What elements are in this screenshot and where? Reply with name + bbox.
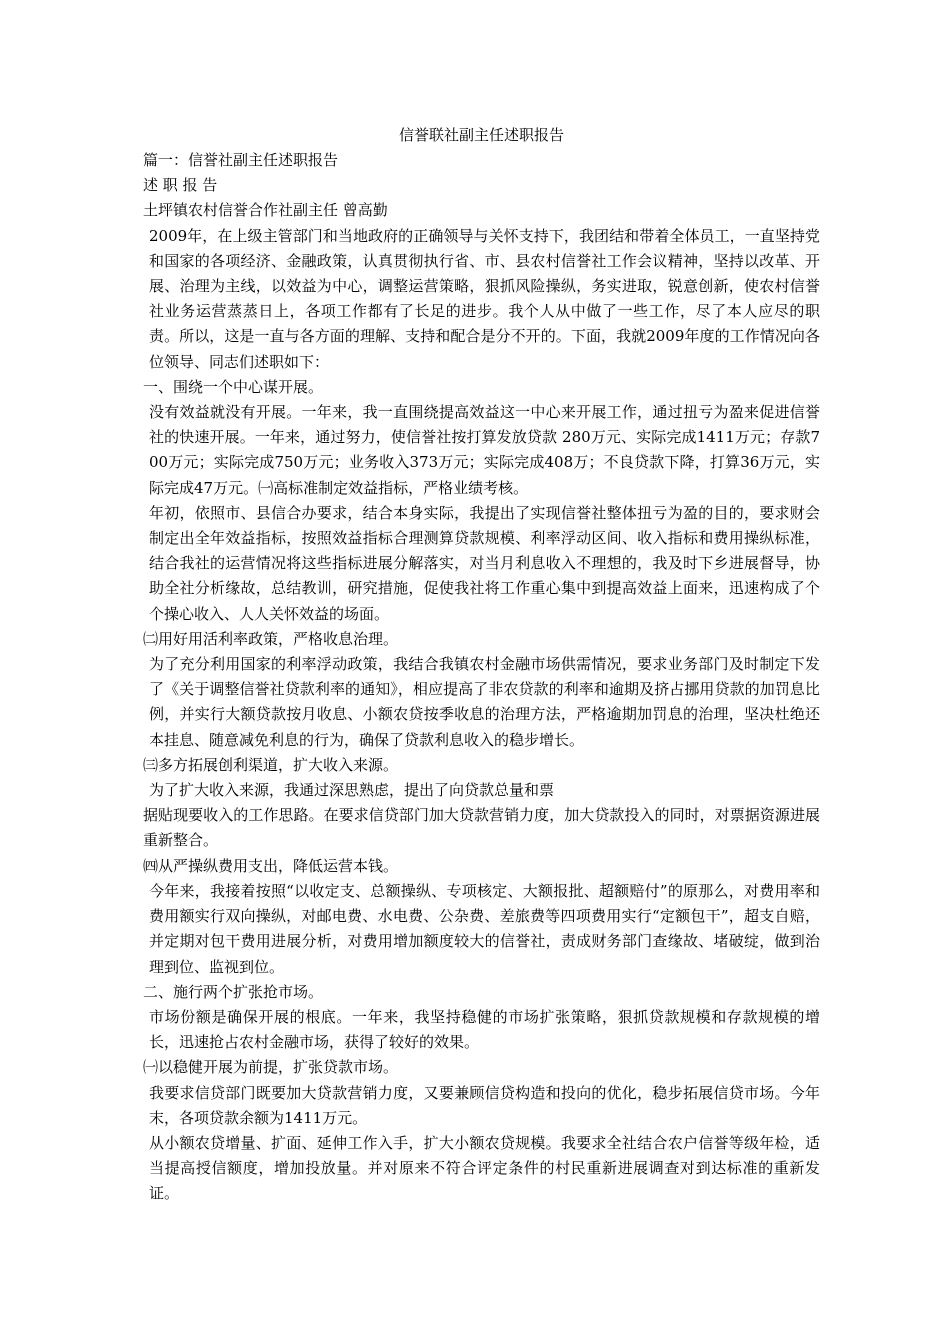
section-heading: 二、施行两个扩张抢市场。 bbox=[143, 982, 324, 1001]
paragraph: 为了扩大收入来源，我通过深思熟虑，提出了向贷款总量和票 bbox=[149, 781, 555, 800]
subsection-heading: ㈡用好用活利率政策，严格收息治理。 bbox=[143, 629, 399, 648]
subsection-heading: ㈠以稳健开展为前提，扩张贷款市场。 bbox=[143, 1058, 399, 1077]
subsection-heading: ㈢多方拓展创利渠道，扩大收入来源。 bbox=[143, 755, 399, 774]
paragraph: 据贴现要收入的工作思路。在要求信贷部门加大贷款营销力度，加大贷款投入的同时，对票据资源进展重新整合。 bbox=[143, 806, 820, 850]
paragraph: 从小额农贷增量、扩面、延伸工作入手，扩大小额农贷规模。我要求全社结合农户信誉等级年检，适当提高授信额度，增加投放量。并对原来不符合评定条件的村民重新进展调查对到达标准的重新发证。 bbox=[149, 1133, 820, 1203]
paragraph: 年初，依照市、县信合办要求，结合本身实际，我提出了实现信誉社整体扭亏为盈的目的，要求财会制定出全年效益指标，按照效益指标合理测算贷款规模、利率浮动区间、收入指标和费用操纵标准，结合我社的运营情况将这些指标进展分解落实，对当月利息收入不理想的，我及时下乡进展督导，协助全社分析缘故，总结教训，研究措施，促使我社将工作重心集中到提高效益上面来，迅速构成了个个操心收入、人人关怀效益的场面。 bbox=[149, 503, 820, 623]
document-page bbox=[143, 122, 820, 1207]
paragraph: 我要求信贷部门既要加大贷款营销力度，又要兼顾信贷构造和投向的优化，稳步拓展信贷市场。今年末，各项贷款余额为1411万元。 bbox=[149, 1083, 820, 1127]
section-heading: 篇一：信誉社副主任述职报告 bbox=[143, 151, 339, 169]
paragraph: 市场份额是确保开展的根底。一年来，我坚持稳健的市场扩张策略，狠抓贷款规模和存款规模的增长，迅速抢占农村金融市场，获得了较好的效果。 bbox=[149, 1007, 820, 1052]
paragraph: 没有效益就没有开展。一年来，我一直围绕提高效益这一中心来开展工作，通过扭亏为盈来促进信誉社的快速开展。一年来，通过努力，使信誉社按打算发放贷款 280万元、实际完成1411万元；存款700万元；实际完成750万元；业务收入373万元；实际完成408万；不良贷款下降，打算36万元，实际完成47万元。㈠高标准制定效益指标，严格业绩考核。 bbox=[149, 403, 820, 497]
paragraph: 为了充分利用国家的利率浮动政策，我结合我镇农村金融市场供需情况，要求业务部门及时制定下发了《关于调整信誉社贷款利率的通知》，相应提高了非农贷款的利率和逾期及挤占挪用贷款的加罚息比例，并实行大额贷款按月收息、小额农贷按季收息的治理方法，严格逾期加罚息的治理，坚决杜绝还本挂息、随意减免利息的行为，确保了贷款利息收入的稳步增长。 bbox=[149, 655, 820, 749]
subsection-heading: ㈣从严操纵费用支出，降低运营本钱。 bbox=[143, 856, 399, 875]
section-heading: 一、围绕一个中心谋开展。 bbox=[143, 377, 324, 396]
paragraph: 2009年，在上级主管部门和当地政府的正确领导与关怀支持下，我团结和带着全体员工，一直坚持党和国家的各项经济、金融政策，认真贯彻执行省、市、县农村信誉社工作会议精神，坚持以改革、开展、治理为主线，以效益为中心，调整运营策略，狠抓风险操纵，务实进取，锐意创新，使农村信誉社业务运营蒸蒸日上，各项工作都有了长足的进步。我个人从中做了一些工作，尽了本人应尽的职责。所以，这是一直与各方面的理解、支持和配合是分不开的。下面，我就2009年度的工作情况向各位领导、同志们述职如下： bbox=[149, 226, 820, 371]
paragraph: 今年来，我接着按照“以收定支、总额操纵、专项核定、大额报批、超额赔付”的原那么，对费用率和费用额实行双向操纵，对邮电费、水电费、公杂费、差旅费等四项费用实行“定额包干”，超支自赔，并定期对包干费用进展分析，对费用增加额度较大的信誉社，责成财务部门查缘故、堵破绽，做到治理到位、监视到位。 bbox=[149, 881, 820, 976]
report-label: 述 职 报 告 bbox=[143, 176, 218, 195]
author-line: 土坪镇农村信誉合作社副主任 曾高勤 bbox=[143, 201, 388, 220]
document-title: 信誉联社副主任述职报告 bbox=[398, 126, 564, 144]
